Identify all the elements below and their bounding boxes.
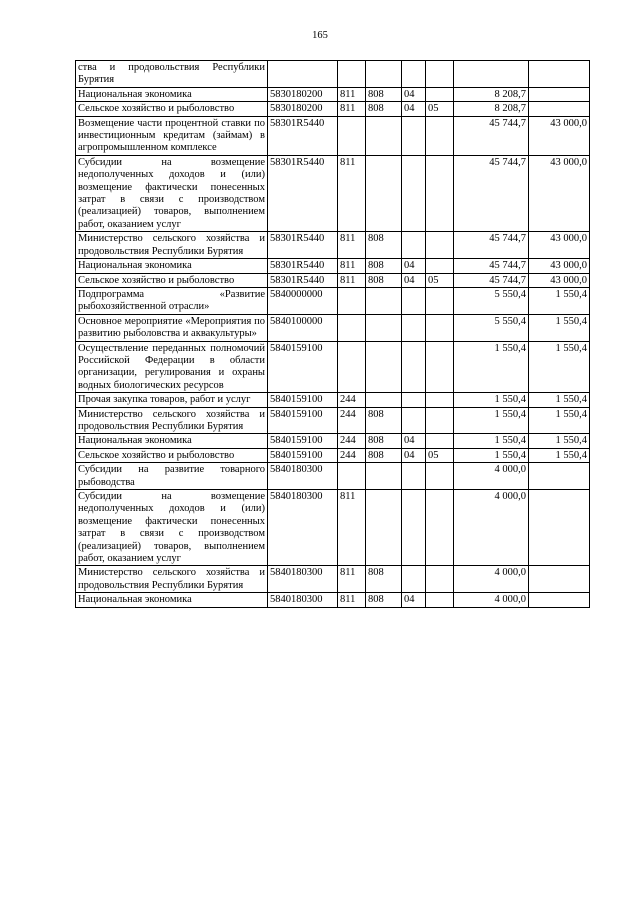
row-pr-cell bbox=[426, 463, 454, 490]
row-grbs-cell bbox=[366, 490, 402, 566]
row-code-cell bbox=[268, 61, 338, 88]
row-code-cell: 58301R5440 bbox=[268, 116, 338, 155]
row-pr-cell bbox=[426, 87, 454, 101]
row-pr-cell bbox=[426, 287, 454, 314]
row-sum-2024-cell: 8 208,7 bbox=[454, 87, 529, 101]
row-pr-cell bbox=[426, 434, 454, 448]
row-pr-cell bbox=[426, 593, 454, 607]
row-pr-cell bbox=[426, 116, 454, 155]
row-sum-2024-cell: 1 550,4 bbox=[454, 393, 529, 407]
row-sum-2024-cell: 1 550,4 bbox=[454, 341, 529, 393]
table-row bbox=[76, 87, 590, 101]
row-vr-cell bbox=[338, 463, 366, 490]
row-grbs-cell bbox=[366, 341, 402, 393]
row-grbs-cell bbox=[366, 61, 402, 88]
row-rz-cell: 04 bbox=[402, 102, 426, 116]
table-row bbox=[76, 407, 590, 434]
row-code-cell: 5830180200 bbox=[268, 87, 338, 101]
row-vr-cell: 811 bbox=[338, 155, 366, 231]
row-sum-2025-cell: 1 550,4 bbox=[529, 393, 590, 407]
table-row bbox=[76, 259, 590, 273]
row-pr-cell bbox=[426, 155, 454, 231]
row-pr-cell bbox=[426, 566, 454, 593]
row-vr-cell bbox=[338, 314, 366, 341]
row-grbs-cell: 808 bbox=[366, 102, 402, 116]
row-vr-cell: 811 bbox=[338, 259, 366, 273]
row-sum-2025-cell: 1 550,4 bbox=[529, 448, 590, 462]
row-rz-cell bbox=[402, 61, 426, 88]
row-sum-2025-cell bbox=[529, 593, 590, 607]
row-name-cell: Национальная экономика bbox=[76, 593, 268, 607]
row-code-cell: 5840159100 bbox=[268, 341, 338, 393]
table-row bbox=[76, 566, 590, 593]
row-sum-2024-cell: 1 550,4 bbox=[454, 434, 529, 448]
row-sum-2025-cell: 1 550,4 bbox=[529, 407, 590, 434]
row-name-cell: ства и продовольствия Республики Бурятия bbox=[76, 61, 268, 88]
row-pr-cell: 05 bbox=[426, 273, 454, 287]
row-vr-cell bbox=[338, 116, 366, 155]
row-name-cell: Министерство сельского хозяйства и продовольствия Республики Бурятия bbox=[76, 232, 268, 259]
row-name-cell: Субсидии на возмещение недополученных доходов и (или) возмещение фактически понесенных затрат в связи с производством (реализацией) товаров, выполнением работ, оказанием услуг bbox=[76, 155, 268, 231]
row-grbs-cell bbox=[366, 393, 402, 407]
table-row bbox=[76, 341, 590, 393]
row-sum-2024-cell: 45 744,7 bbox=[454, 232, 529, 259]
row-pr-cell bbox=[426, 490, 454, 566]
row-sum-2025-cell bbox=[529, 61, 590, 88]
row-name-cell: Субсидии на развитие товарного рыбоводства bbox=[76, 463, 268, 490]
row-sum-2024-cell: 45 744,7 bbox=[454, 259, 529, 273]
row-vr-cell bbox=[338, 341, 366, 393]
row-sum-2024-cell: 1 550,4 bbox=[454, 407, 529, 434]
table-row bbox=[76, 155, 590, 231]
row-name-cell: Национальная экономика bbox=[76, 87, 268, 101]
row-sum-2024-cell: 45 744,7 bbox=[454, 273, 529, 287]
row-rz-cell: 04 bbox=[402, 448, 426, 462]
row-rz-cell bbox=[402, 232, 426, 259]
row-name-cell: Прочая закупка товаров, работ и услуг bbox=[76, 393, 268, 407]
row-grbs-cell bbox=[366, 463, 402, 490]
row-rz-cell: 04 bbox=[402, 593, 426, 607]
row-sum-2025-cell bbox=[529, 102, 590, 116]
row-vr-cell: 811 bbox=[338, 232, 366, 259]
row-grbs-cell: 808 bbox=[366, 259, 402, 273]
table-row bbox=[76, 490, 590, 566]
row-vr-cell: 811 bbox=[338, 593, 366, 607]
row-pr-cell bbox=[426, 232, 454, 259]
row-sum-2024-cell: 4 000,0 bbox=[454, 593, 529, 607]
row-code-cell: 5840159100 bbox=[268, 407, 338, 434]
page-number: 165 bbox=[312, 30, 328, 41]
row-name-cell: Сельское хозяйство и рыболовство bbox=[76, 273, 268, 287]
row-sum-2024-cell: 5 550,4 bbox=[454, 314, 529, 341]
row-sum-2024-cell: 8 208,7 bbox=[454, 102, 529, 116]
row-name-cell: Сельское хозяйство и рыболовство bbox=[76, 102, 268, 116]
row-grbs-cell: 808 bbox=[366, 87, 402, 101]
row-name-cell: Осуществление переданных полномочий Российской Федерации в области организации, регулирования и охраны водных биологических ресурсов bbox=[76, 341, 268, 393]
table-row bbox=[76, 448, 590, 462]
table-row bbox=[76, 393, 590, 407]
row-name-cell: Основное мероприятие «Мероприятия по развитию рыболовства и аквакультуры» bbox=[76, 314, 268, 341]
row-sum-2024-cell: 4 000,0 bbox=[454, 490, 529, 566]
table-row bbox=[76, 593, 590, 607]
row-pr-cell: 05 bbox=[426, 102, 454, 116]
row-name-cell: Министерство сельского хозяйства и продовольствия Республики Бурятия bbox=[76, 566, 268, 593]
row-grbs-cell: 808 bbox=[366, 407, 402, 434]
row-name-cell: Субсидии на возмещение недополученных доходов и (или) возмещение фактически понесенных затрат в связи с производством (реализацией) товаров, выполнением работ, оказанием услуг bbox=[76, 490, 268, 566]
row-sum-2025-cell bbox=[529, 566, 590, 593]
row-rz-cell: 04 bbox=[402, 259, 426, 273]
row-code-cell: 5840180300 bbox=[268, 593, 338, 607]
row-rz-cell bbox=[402, 566, 426, 593]
row-pr-cell bbox=[426, 341, 454, 393]
row-code-cell: 5840180300 bbox=[268, 463, 338, 490]
row-sum-2024-cell: 4 000,0 bbox=[454, 566, 529, 593]
row-vr-cell bbox=[338, 61, 366, 88]
row-name-cell: Министерство сельского хозяйства и продовольствия Республики Бурятия bbox=[76, 407, 268, 434]
row-sum-2025-cell bbox=[529, 87, 590, 101]
row-sum-2024-cell: 45 744,7 bbox=[454, 116, 529, 155]
table-row bbox=[76, 273, 590, 287]
row-code-cell: 5840100000 bbox=[268, 314, 338, 341]
row-pr-cell bbox=[426, 393, 454, 407]
row-pr-cell bbox=[426, 407, 454, 434]
row-code-cell: 5840180300 bbox=[268, 490, 338, 566]
row-name-cell: Сельское хозяйство и рыболовство bbox=[76, 448, 268, 462]
row-sum-2024-cell: 4 000,0 bbox=[454, 463, 529, 490]
budget-table-body bbox=[76, 61, 590, 608]
row-vr-cell: 244 bbox=[338, 393, 366, 407]
row-vr-cell: 811 bbox=[338, 273, 366, 287]
row-grbs-cell: 808 bbox=[366, 434, 402, 448]
row-code-cell: 5840159100 bbox=[268, 393, 338, 407]
row-sum-2025-cell: 43 000,0 bbox=[529, 155, 590, 231]
row-sum-2025-cell: 43 000,0 bbox=[529, 232, 590, 259]
table-row bbox=[76, 463, 590, 490]
table-row bbox=[76, 61, 590, 88]
row-code-cell: 5840159100 bbox=[268, 434, 338, 448]
row-code-cell: 5840159100 bbox=[268, 448, 338, 462]
row-rz-cell bbox=[402, 463, 426, 490]
row-rz-cell bbox=[402, 490, 426, 566]
row-vr-cell: 811 bbox=[338, 87, 366, 101]
row-sum-2025-cell: 43 000,0 bbox=[529, 116, 590, 155]
row-vr-cell: 244 bbox=[338, 448, 366, 462]
row-sum-2025-cell: 43 000,0 bbox=[529, 273, 590, 287]
row-code-cell: 58301R5440 bbox=[268, 273, 338, 287]
row-grbs-cell: 808 bbox=[366, 448, 402, 462]
row-rz-cell bbox=[402, 314, 426, 341]
row-vr-cell: 811 bbox=[338, 490, 366, 566]
row-code-cell: 5830180200 bbox=[268, 102, 338, 116]
row-sum-2025-cell: 43 000,0 bbox=[529, 259, 590, 273]
budget-table bbox=[75, 60, 590, 608]
row-code-cell: 5840000000 bbox=[268, 287, 338, 314]
row-name-cell: Подпрограмма «Развитие рыбохозяйственной отрасли» bbox=[76, 287, 268, 314]
row-grbs-cell bbox=[366, 116, 402, 155]
row-sum-2025-cell: 1 550,4 bbox=[529, 287, 590, 314]
row-vr-cell: 244 bbox=[338, 407, 366, 434]
table-row bbox=[76, 434, 590, 448]
row-code-cell: 58301R5440 bbox=[268, 155, 338, 231]
row-sum-2025-cell: 1 550,4 bbox=[529, 341, 590, 393]
row-rz-cell bbox=[402, 287, 426, 314]
row-pr-cell bbox=[426, 259, 454, 273]
row-sum-2024-cell: 45 744,7 bbox=[454, 155, 529, 231]
table-row bbox=[76, 102, 590, 116]
row-sum-2025-cell bbox=[529, 490, 590, 566]
row-pr-cell: 05 bbox=[426, 448, 454, 462]
table-row bbox=[76, 314, 590, 341]
row-code-cell: 58301R5440 bbox=[268, 259, 338, 273]
row-vr-cell: 811 bbox=[338, 566, 366, 593]
row-vr-cell: 244 bbox=[338, 434, 366, 448]
row-rz-cell bbox=[402, 341, 426, 393]
row-grbs-cell: 808 bbox=[366, 593, 402, 607]
row-sum-2025-cell: 1 550,4 bbox=[529, 434, 590, 448]
row-name-cell: Национальная экономика bbox=[76, 434, 268, 448]
row-rz-cell bbox=[402, 155, 426, 231]
row-grbs-cell bbox=[366, 155, 402, 231]
row-rz-cell: 04 bbox=[402, 87, 426, 101]
table-row bbox=[76, 116, 590, 155]
row-name-cell: Возмещение части процентной ставки по инвестиционным кредитам (займам) в агропромышленном комплексе bbox=[76, 116, 268, 155]
row-grbs-cell: 808 bbox=[366, 232, 402, 259]
row-sum-2025-cell bbox=[529, 463, 590, 490]
row-code-cell: 58301R5440 bbox=[268, 232, 338, 259]
row-pr-cell bbox=[426, 314, 454, 341]
row-grbs-cell bbox=[366, 287, 402, 314]
row-grbs-cell: 808 bbox=[366, 566, 402, 593]
row-grbs-cell: 808 bbox=[366, 273, 402, 287]
row-rz-cell: 04 bbox=[402, 434, 426, 448]
row-rz-cell: 04 bbox=[402, 273, 426, 287]
row-pr-cell bbox=[426, 61, 454, 88]
table-row bbox=[76, 287, 590, 314]
row-grbs-cell bbox=[366, 314, 402, 341]
row-rz-cell bbox=[402, 407, 426, 434]
table-row bbox=[76, 232, 590, 259]
row-rz-cell bbox=[402, 393, 426, 407]
row-sum-2024-cell bbox=[454, 61, 529, 88]
row-sum-2024-cell: 1 550,4 bbox=[454, 448, 529, 462]
row-sum-2024-cell: 5 550,4 bbox=[454, 287, 529, 314]
row-rz-cell bbox=[402, 116, 426, 155]
row-name-cell: Национальная экономика bbox=[76, 259, 268, 273]
row-code-cell: 5840180300 bbox=[268, 566, 338, 593]
row-vr-cell bbox=[338, 287, 366, 314]
row-sum-2025-cell: 1 550,4 bbox=[529, 314, 590, 341]
row-vr-cell: 811 bbox=[338, 102, 366, 116]
